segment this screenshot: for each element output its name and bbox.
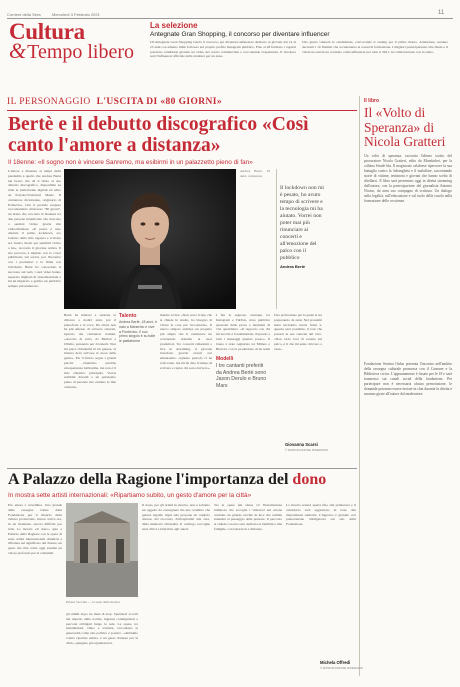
right-body: Un volto di speranza, racconta l'ultimo scritto del procuratore Nicola Gratteri, edito da Mondadori, per la collana Strade blu. Il magistrato calabrese ripercorre la sua battaglia contro la 'ndrangheta e il malaffare, raccontando storie di vittime, testimoni e giovani che hanno scelto di ribellarsi. Il libro sarà presentato oggi in diretta streaming dall'autore, con la partecipazione del giornalista Antonio Nicaso, da anni suo compagno di scrittura. Un dialogo sulla legalità, sull'educazione e sul ruolo della scuola nella formazione delle coscienze. [364, 153, 452, 203]
section-title [9, 19, 135, 63]
portrait-illustration [64, 169, 236, 309]
second-headline-accent: dono [292, 471, 327, 488]
main-col-5: Una professione per la quale si sta preparando da anni. Nei prossimi mesi usciranno nuovi brani e, appena sarà possibile, il tour che porterà le sue canzoni dal vivo. «Non vedo l'ora di tornare sul palco, è lì che mi sento davvero a casa». [274, 313, 322, 351]
right-column [364, 98, 452, 624]
palazzo-illustration [66, 503, 138, 597]
modelli-body: I tre cantanti preferiti da Andrea Bertè sono Jason Derulo e Bruno Mars [216, 363, 267, 389]
talento-title: Talento [119, 313, 137, 319]
right-kicker: Il libro [364, 98, 379, 104]
main-subheadline: Il 18enne: «Il sogno non è vincere Sanremo, ma esibirmi in un palazzetto pieno di fan» [8, 159, 253, 166]
second-headline [8, 471, 360, 489]
selezione-headline: Antegnate Gran Shopping, il concorso per diventare influencer [150, 31, 330, 38]
right-body-2: Fondazione Sestina Onlus presenta l'incontro nell'ambito della rassegna culturale promossa con il Comune e la Biblioteca civica. L'appuntamento è fissato per le 18 e sarà trasmesso sui canali social della fondazione. Per partecipare non è necessaria alcuna prenotazione, le domande potranno essere inviate in chat durante la diretta e saranno girate all'autore dal moderatore. [364, 361, 452, 396]
second-col-3: Il dono, per gli artisti in mostra, non è soltanto un oggetto da consegnare ma uno scambio che genera legami. Ogni sala propone un capitolo diverso del racconto, dall'ospitalità alla cura, dalla memoria all'eredità. Il catalogo raccoglie testi critici e interviste agli autori. [142, 503, 210, 531]
second-col-1: Era attesa a novembre. Una grande delle rassegne volute dalla Fondazione per il rilancio della cultura provinciale, invece arriva ora, in un momento ancora difficile per tutti. La mostra «Il dono» apre a Palazzo della Ragione con le opere di sette artisti internazionali chiamati a riflettere sul significato del donare, un gesto che mai come oggi assume un valore profondo per la comunità. [8, 503, 62, 555]
modelli-title: Modelli [216, 356, 234, 362]
personaggio-banner [7, 96, 357, 108]
masthead-date: Mercoledì 3 Febbraio 2021 [52, 12, 100, 17]
right-title: Il «Volto di Speranza» di Nicola Gratteri [364, 105, 446, 149]
selezione-kicker: La selezione [150, 21, 198, 30]
main-author-role: © RIPRODUZIONE RISERVATA [285, 448, 329, 452]
pull-quote-text: Il lockdown non mi è pesato, ho avuto tempo di scrivere e la tecnologia mi ha aiutato. Vorrei non poter mai più rinunciare ai concerti e all'emozione del palco con il pubblico [280, 185, 324, 261]
modelli-box [216, 356, 270, 456]
main-photo-caption: Andrea Bertè, 18 anni, cantautore [240, 169, 270, 178]
main-headline: Bertè e il debutto discografico «Così canto l'amore a distanza» [8, 114, 309, 156]
talento-body: Andrea Bertè, 18 anni, è nato a Manerbio e vive a Pontevico. Il suo primo singolo è su tutte le piattaforme [119, 320, 157, 344]
pull-quote-rule [276, 169, 277, 309]
pull-quote-attribution: Andrea Bertè [280, 264, 306, 269]
masthead-paper: Corriere della Sera [7, 12, 41, 17]
second-article-rule [7, 468, 357, 469]
selezione-body-2: Una giuria valuterà le candidature, convocando il casting per il primo marzo. Attenzione, saranno decretati i 10 finalisti che accederanno al round di formazione. I migliori parteciperanno alla finale e il vincitore otterrà un contratto come influencer per tutto il 2021, in collaborazione con il centro. [302, 40, 448, 54]
selezione-body: Un'Antegnate Gran Shopping lancia il concorso per diventare influencer dedicato ai giovani dai 14 ai 25 anni con almeno mille follower sul proprio profilo Instagram pubblico. Fino al 28 febbraio i ragazzi potranno candidarsi girando un video del centro commerciale e raccontando l'esperienza. Il vincitore sarà l'influencer ufficiale della struttura per un anno. [150, 40, 296, 59]
second-headline-main: A Palazzo della Ragione l'importanza del [8, 471, 289, 488]
second-col-5: La mostra resterà aperta fino alla primavera e il calendario sarà aggiornato in base alle disposizioni sanitarie. L'ingresso è gratuito con prenotazione obbligatoria sul sito della Fondazione. [286, 503, 356, 527]
main-col-2: Bertè ha iniziato a suonare la chitarra a dodici anni, poi il pianoforte e la voce. Da allora non ha più smesso di scrivere canzoni, ispirato dai cantautori italiani. «Ascolto di tutto, da Battisti a Ultimo, passando per Jovanotti. Non mi piace chiudermi in un genere, la musica deve arrivare al cuore della gente». Per il futuro sogna i grandi palchi: «Sanremo sarebbe un'esperienza bellissima, ma non è il mio obiettivo principale. Vorrei esibirmi davanti a un palazzetto pieno di persone che cantano le mie canzoni». [64, 313, 116, 389]
second-author: Michela Offredi [320, 660, 351, 665]
second-author-role: © RIPRODUZIONE RISERVATA [320, 666, 364, 670]
second-col-2: gli ultimi dopo tre mesi di stop. Spettatori accolti nel rispetto delle norme, ingressi contingentati e percorsi obbligati lungo le sale. Le opere, tra installazioni, video e sculture, raccontano la generosità come atto politico e poetico. «Abbiamo voluto ripartire subito, è un gesto d'amore per la città», spiegano gli organizzatori. [66, 612, 138, 645]
second-photo-caption: Piazza Vecchia — la sede della mostra [66, 600, 120, 604]
second-col-4: Tra le opere più attese c'è l'installazione luminosa che accoglie i visitatori nel salone centrale, un grande cerchio di luce che cambia intensità al passaggio delle persone. Il percorso si chiude con una sala dedicata ai bambini e alle famiglie, con laboratori a distanza. [214, 503, 282, 531]
section-title-ampersand: & [9, 38, 27, 63]
second-subheadline: In mostra sette artisti internazionali: «Ripartiamo subito, un gesto d'amore per la città» [8, 492, 252, 499]
main-photo [64, 169, 236, 309]
second-photo [66, 503, 138, 597]
banner-rule [7, 110, 357, 111]
banner-left: IL PERSONAGGIO [7, 97, 91, 107]
main-col-4: I fan lo seguono ovunque, tra Instagram e TikTok, dove pubblica spezzoni delle prove e momenti di vita quotidiana. «Il rapporto con chi mi ascolta è fondamentale, rispondo a tutti i messaggi quando posso». Il brano è stato registrato tra Milano e Brescia, con la produzione di un team [216, 313, 270, 351]
banner-right: L'USCITA DI «80 GIORNI» [96, 97, 223, 107]
selezione-box [150, 21, 452, 65]
main-author: Giovanna Scarsi [285, 442, 318, 447]
section-title-cultura: Cultura [9, 19, 85, 44]
page-number: 11 [438, 10, 445, 16]
section-title-tempo-libero: Tempo libero [27, 41, 135, 63]
main-col-3: mentre scrive: «Non sono il tipo che si chiude in studio, ho bisogno di vivere le cose per raccontarle». Il nuovo singolo anticipa un progetto più ampio che il cantautore sta costruendo insieme ai suoi produttori. Tra concerti rimandati e live in streaming, il giovane bresciano guarda avanti con entusiasmo. «Questo periodo ci ha tolto tanto, ma mi ha dato il tempo di scrivere e capire chi sono davvero». [160, 313, 212, 370]
talento-box [119, 313, 157, 403]
main-col-1: L'amore a distanza ai tempi della pandemia è quello che Andrea Bertè nel brano che dà il titolo al suo debutto discografico, disponibile su tutte le piattaforme digitali ed edito da Polydor/Universal Music. Il cantautore diciottenne, originario di Pontevico, vive il periodo sospeso raccontandolo attraverso "80 giorni", un brano che racconta la distanza tra due persone innamorate che riescono a sentirsi vicine grazie alle videochiamate. «Il pezzo è nato durante il primo lockdown, ero lontano dalla mia ragazza e scrivere era l'unico modo per sentirmi vicino a lei», racconta il giovane artista. Il suo percorso è iniziato con le cover pubblicate sui social, poi l'incontro con i produttori e la firma con l'etichetta. Bertè ha conosciuto il successo sul web, i suoi video hanno superato migliaia di visualizzazioni e lui ha imparato a gestire un pubblico sempre più numeroso. [8, 169, 61, 289]
right-column-rule [359, 96, 360, 676]
pull-quote [280, 185, 324, 269]
